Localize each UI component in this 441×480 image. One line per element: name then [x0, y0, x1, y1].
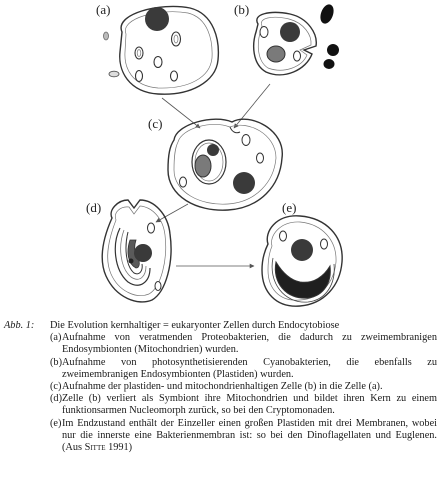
nucleomorph — [129, 259, 134, 264]
caption-item-text — [62, 418, 437, 455]
large-plastid — [275, 262, 330, 298]
caption-item-text: Zelle (b) verliert als Symbiont ihre Mitochondrien und bildet ihren Kern zu einem funktionsarmen Nucleomorph zurück, so bei den Cryptomonaden. — [62, 393, 437, 417]
nucleus-a — [145, 7, 169, 31]
plastid — [195, 155, 211, 177]
caption-item-body: Im Endzustand enthält der Einzeller einen großen Plastiden mit drei Membranen, wobei nur die innerste eine Bakterienmembran ist: so bei den Dinoflagellaten und Euglenen. (Aus — [62, 417, 437, 454]
caption-item — [50, 393, 437, 417]
mitochondrion — [321, 239, 328, 249]
nucleus-c — [233, 172, 255, 194]
cell-a — [104, 6, 219, 94]
caption-item-key: (a) — [50, 332, 62, 344]
mitochondrion — [180, 177, 187, 187]
caption-item-key: (d) — [50, 393, 63, 405]
caption-item-text: Aufnahme von photosynthetisierenden Cyanobakterien, die ebenfalls zu zweimembranigen Endosymbionten (Plastiden) wurden. — [62, 356, 437, 380]
mitochondrion — [171, 71, 178, 81]
citation-author: Sitte — [84, 442, 106, 454]
cell-b — [254, 3, 339, 75]
free-proteobacterium — [109, 71, 119, 77]
mitochondrion — [154, 57, 162, 68]
arrow-c-to-d — [156, 204, 188, 222]
mitochondrion — [148, 223, 155, 233]
panel-label-d: (d) — [86, 200, 102, 215]
caption-item-key: (c) — [50, 381, 62, 393]
caption-item — [50, 418, 437, 455]
free-cyanobacterium — [327, 44, 339, 56]
cell-c — [168, 119, 282, 210]
mitochondrion — [294, 51, 301, 61]
caption-title: Die Evolution kernhaltiger = eukaryonter Zellen durch Endocytobiose — [50, 320, 340, 331]
panel-label-b: (b) — [234, 2, 250, 17]
caption-item — [50, 332, 437, 356]
cell-e — [262, 216, 342, 306]
free-cyanobacterium — [324, 59, 335, 69]
caption-item — [50, 381, 437, 393]
nucleus-b — [280, 22, 300, 42]
caption-label: Abb. 1: — [4, 320, 35, 331]
caption-item-key: (e) — [50, 417, 62, 429]
mitochondrion — [155, 282, 161, 291]
cell-d — [102, 200, 171, 302]
panel-label-c: (c) — [148, 116, 163, 131]
mitochondrion — [257, 153, 264, 163]
free-cyanobacterium — [318, 3, 336, 26]
mitochondrion — [280, 231, 287, 241]
mitochondrion — [136, 71, 143, 82]
panel-label-e: (e) — [282, 200, 297, 215]
citation-tail: 1991) — [105, 442, 133, 454]
mitochondrion — [242, 135, 250, 146]
mitochondrion — [260, 27, 268, 38]
nucleomorph-precursor — [207, 144, 219, 156]
panel-label-a: (a) — [96, 2, 111, 17]
plastid — [267, 46, 285, 62]
caption-item-text: Aufnahme von veratmenden Proteobakterien, die dadurch zu zweimembranigen Endosymbionten (Mitochondrien) wurden. — [62, 332, 437, 356]
free-proteobacterium — [104, 32, 109, 40]
caption-item-text: Aufnahme der plastiden- und mitochondrienhaltigen Zelle (b) in die Zelle (a). — [62, 381, 383, 393]
caption-item — [50, 357, 437, 381]
nucleus-e — [291, 239, 313, 261]
arrow-b-to-c — [234, 84, 270, 128]
nucleus-d — [134, 244, 152, 262]
caption-item-key: (b) — [50, 356, 63, 368]
mitochondrion — [172, 32, 181, 46]
mitochondrion — [135, 47, 143, 59]
figure-caption — [4, 320, 437, 454]
